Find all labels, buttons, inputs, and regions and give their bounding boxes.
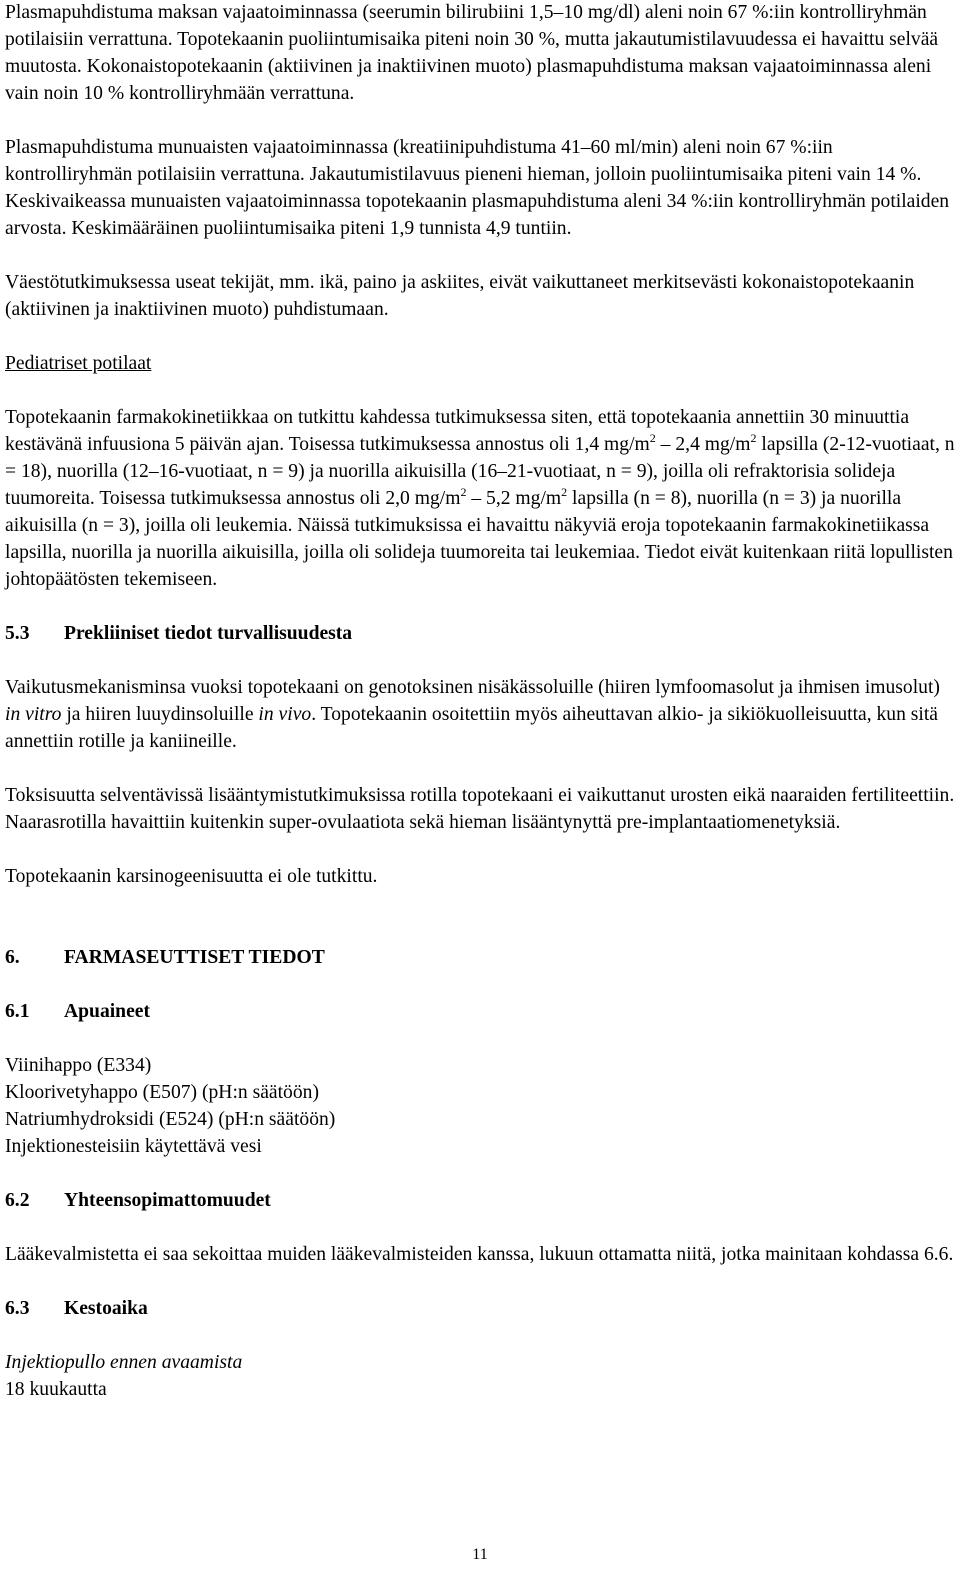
excipient-item: Injektionesteisiin käytettävä vesi xyxy=(5,1136,262,1157)
shelf-life-value: 18 kuukautta xyxy=(5,1379,107,1400)
page-number: 11 xyxy=(472,1546,488,1563)
paragraph-liver-impairment: Plasmapuhdistuma maksan vajaatoiminnassa (seerumin bilirubiini 1,5–10 mg/dl) aleni noin 67 %:iin kontrolliryhmän potilaisiin verrattuna. Topotekaanin puoliintumisaika piteni noin 30 %, mutta jakautumistilavuudessa ei havaittu selvää muutosta. Kokonaistopotekaanin (aktiivinen ja inaktiivinen muoto) plasmapuhdistuma maksan vajaatoiminnassa aleni vain noin 10 % kontrolliryhmään verrattuna. xyxy=(5,2,939,104)
excipient-list xyxy=(5,1052,955,1160)
pediatric-heading: Pediatriset potilaat xyxy=(5,353,152,374)
shelf-life-label: Injektiopullo ennen avaamista xyxy=(5,1352,243,1373)
paragraph-pediatric: Topotekaanin farmakokinetiikkaa on tutkittu kahdessa tutkimuksessa siten, että topotekaania annettiin 30 minuuttia kestävänä infuusiona 5 päivän ajan. Toisessa tutkimuksessa annostus oli 1,4 $mg/m^2 - 2,4$ $mg/m^2$ lapsilla (2-12-vuotiaat, n = 18), nuorilla (12–16-vuotiaat, n = 9) ja nuorilla aikuisilla (16–21-vuotiaat, n = 9), joilla oli refraktorisia solideja tuumoreita. Toisessa tutkimuksessa annostus oli 2,0 $mg/m^2 - 5,2$ $mg/m^2$ lapsilla (n = 8), nuorilla (n = 3) ja nuorilla aikuisilla (n = 3), joilla oli leukemia. Näissä tutkimuksissa ei havaittu näkyviä eroja topotekaanin farmakokinetiikassa lapsilla, nuorilla ja nuorilla aikuisilla, joilla oli solideja tuumoreita tai leukemiaa. Tiedot eivät kuitenkaan riitä lopullisten johtopäätösten tekemiseen. xyxy=(5,407,955,590)
paragraph-carcinogenicity: Topotekaanin karsinogeenisuutta ei ole tutkittu. xyxy=(5,866,378,887)
section-5-3-heading: 5.3 Prekliiniset tiedot turvallisuudesta xyxy=(5,623,353,644)
excipient-item: Viinihappo (E334) xyxy=(5,1055,152,1076)
paragraph-population-study: Väestötutkimuksessa useat tekijät, mm. ikä, paino ja askiites, eivät vaikuttaneet merkitsevästi kokonaistopotekaanin (aktiivinen ja inaktiivinen muoto) puhdistumaan. xyxy=(5,272,915,320)
excipient-item: Natriumhydroksidi (E524) (pH:n säätöön) xyxy=(5,1109,336,1130)
section-6-3-heading: 6.3 Kestoaika xyxy=(5,1298,148,1319)
paragraph-incompatibilities: Lääkevalmistetta ei saa sekoittaa muiden lääkevalmisteiden kanssa, lukuun ottamatta niitä, jotka mainitaan kohdassa 6.6. xyxy=(5,1244,954,1265)
excipient-item: Kloorivetyhappo (E507) (pH:n säätöön) xyxy=(5,1082,319,1103)
section-6-2-heading: 6.2 Yhteensopimattomuudet xyxy=(5,1190,271,1211)
paragraph-preclinical: Vaikutusmekanisminsa vuoksi topotekaani on genotoksinen nisäkässoluille (hiiren lymfoomasolut ja ihmisen imusolut) in vitro ja hiiren luuydinsoluille in vivo. Topotekaanin osoitettiin myös aiheuttavan alkio- ja sikiökuolleisuutta, kun sitä annettiin rotille ja kaniineille. xyxy=(5,677,940,752)
paragraph-reproductive-toxicity: Toksisuutta selventävissä lisääntymistutkimuksissa rotilla topotekaani ei vaikuttanut urosten eikä naaraiden fertiliteettiin. Naarasrotilla havaittiin kuitenkin super-ovulaatiota sekä hieman lisääntynyttä pre-implantaatiomenetyksiä. xyxy=(5,785,955,833)
section-6-heading: 6. FARMASEUTTISET TIEDOT xyxy=(5,947,325,968)
paragraph-renal-impairment: Plasmapuhdistuma munuaisten vajaatoiminnassa (kreatiinipuhdistuma 41–60 ml/min) aleni noin 67 %:iin kontrolliryhmän potilaisiin verrattuna. Jakautumistilavuus pieneni hieman, jolloin puoliintumisaika piteni vain 14 %. Keskivaikeassa munuaisten vajaatoiminnassa topotekaanin plasmapuhdistuma aleni 34 %:iin kontrolliryhmän potilaiden arvosta. Keskimääräinen puoliintumisaika piteni 1,9 tunnista 4,9 tuntiin. xyxy=(5,137,950,239)
document-page xyxy=(5,0,955,1403)
section-6-1-heading: 6.1 Apuaineet xyxy=(5,1001,151,1022)
